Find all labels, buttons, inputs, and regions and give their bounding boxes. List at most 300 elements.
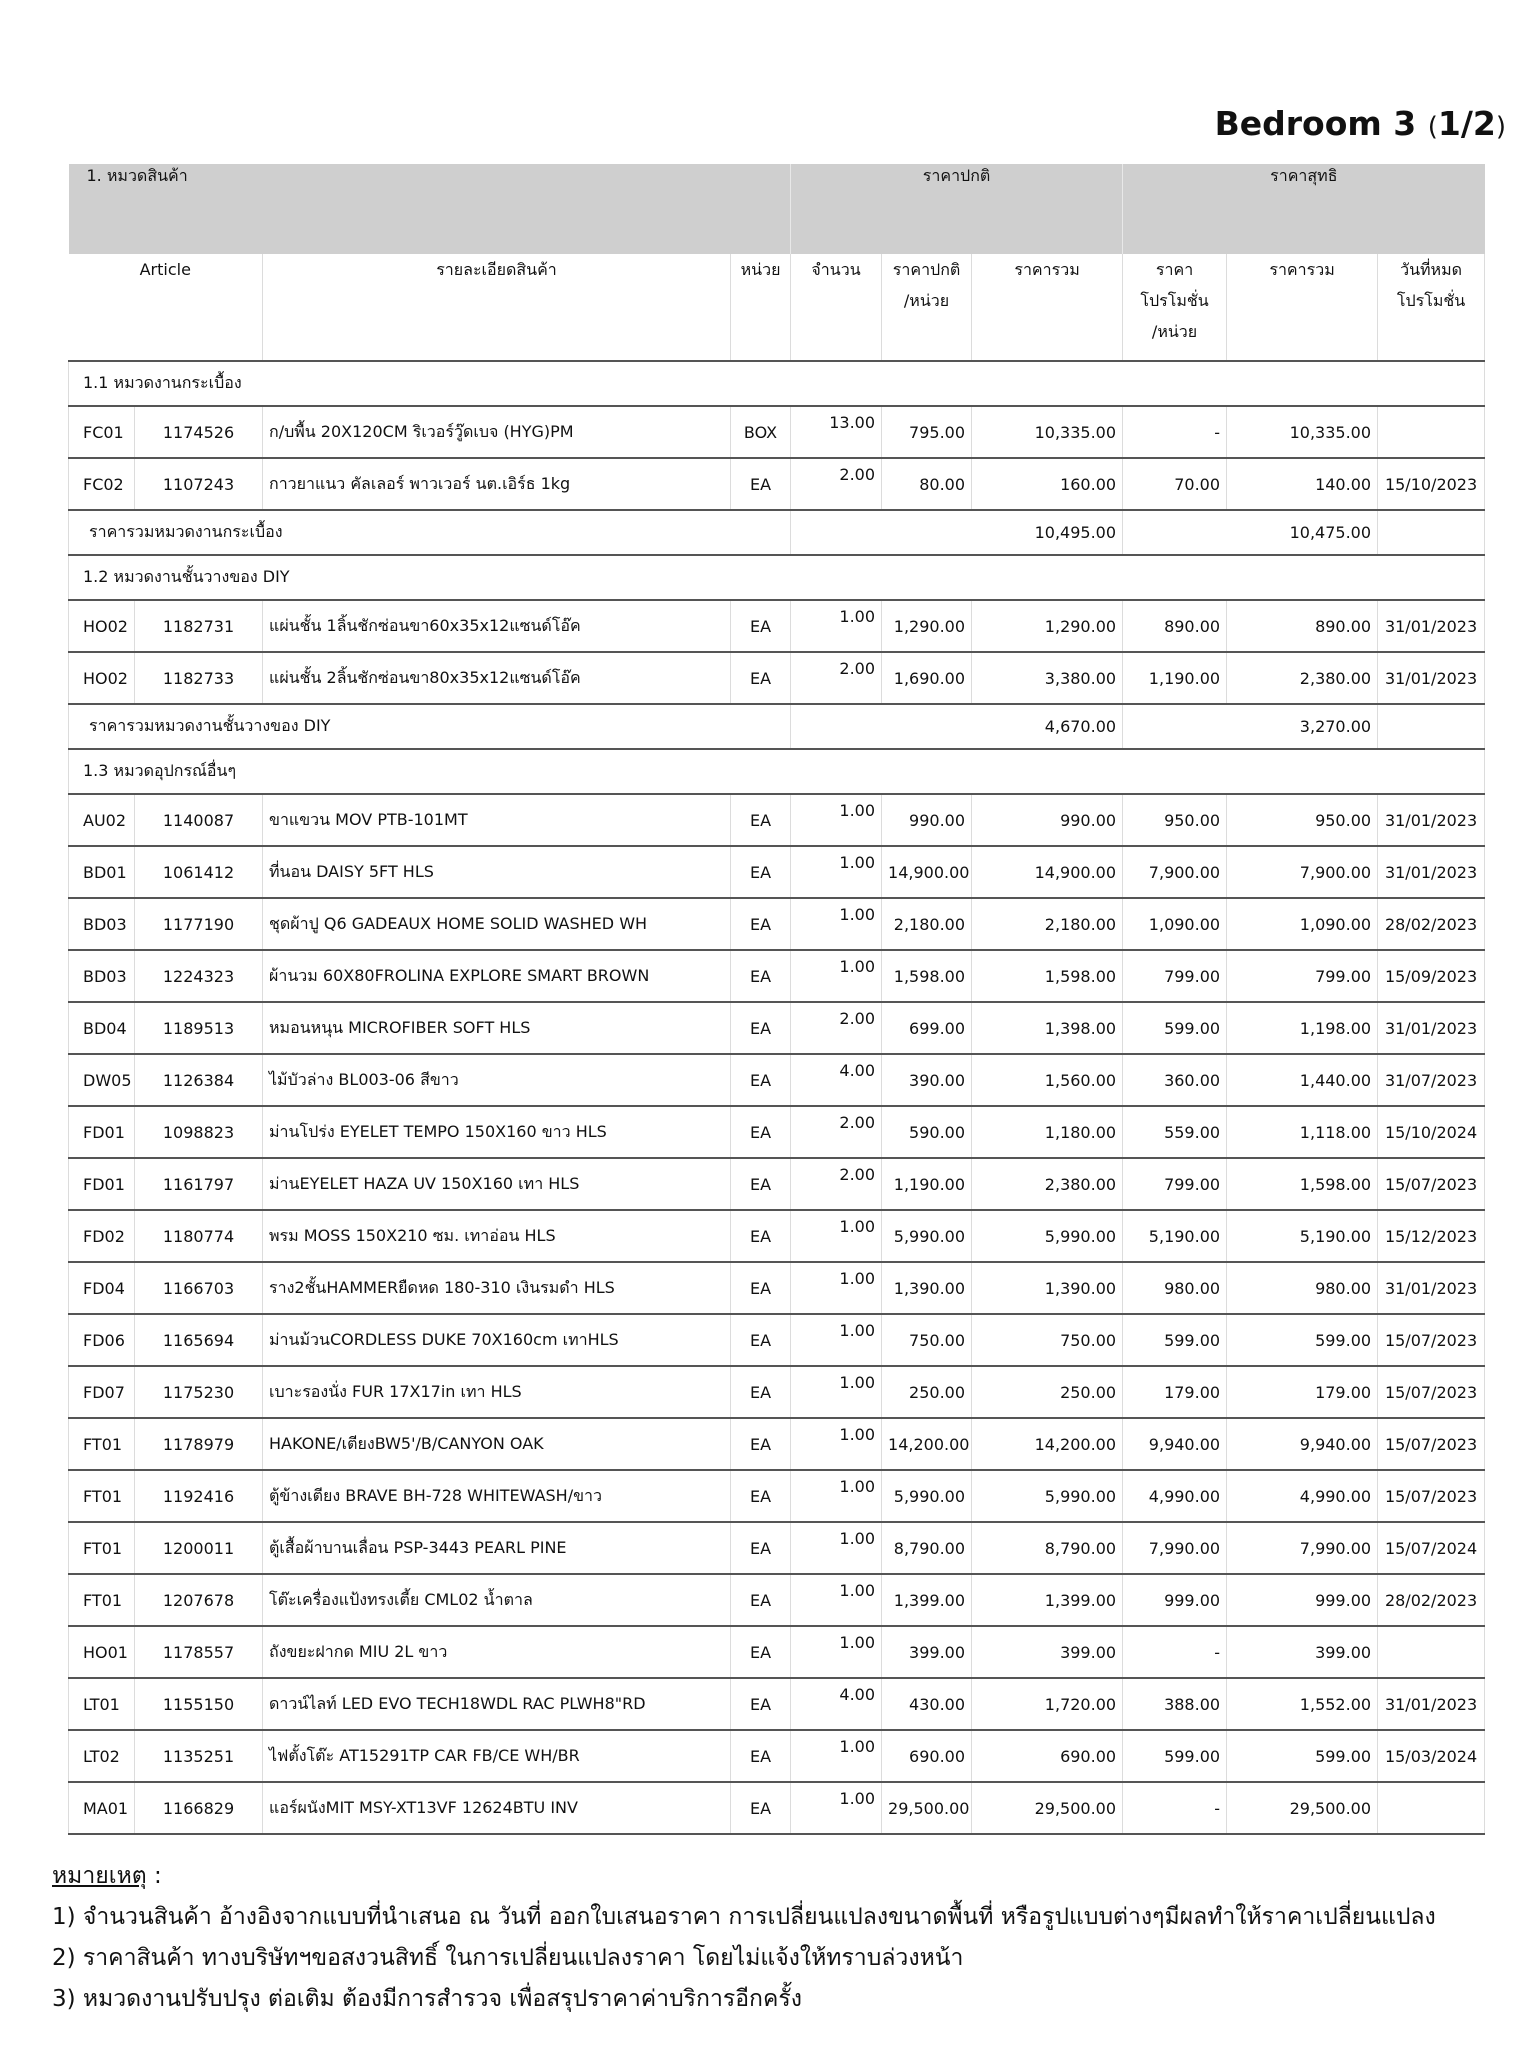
article-number: 1166703 (135, 1262, 263, 1314)
unit: EA (731, 1106, 791, 1158)
remark-item: 2) ราคาสินค้า ทางบริษัทฯขอสงวนสิทธิ์ ในการเปลี่ยนแปลงราคา โดยไม่แจ้งให้ทราบล่วงหน้า (52, 1945, 964, 1971)
unit: EA (731, 1678, 791, 1730)
article-number: 1200011 (135, 1522, 263, 1574)
total-price: 1,598.00 (972, 950, 1123, 1002)
unit-price: 1,190.00 (882, 1158, 972, 1210)
promo-expiry: 15/07/2023 (1378, 1314, 1485, 1366)
product-description: แผ่นชั้น 2ลิ้นชักซ่อนขา80x35x12แซนด์โอ๊ค (263, 652, 731, 704)
promo-price: 4,990.00 (1123, 1470, 1227, 1522)
category-code: LT01 (69, 1678, 135, 1730)
unit: EA (731, 600, 791, 652)
col-quantity: จำนวน (791, 254, 882, 361)
quantity: 1.00 (791, 1782, 882, 1834)
article-number: 1192416 (135, 1470, 263, 1522)
net-total: 890.00 (1227, 600, 1378, 652)
article-number: 1140087 (135, 794, 263, 846)
unit-price: 2,180.00 (882, 898, 972, 950)
unit: EA (731, 1730, 791, 1782)
net-total: 7,900.00 (1227, 846, 1378, 898)
product-description: HAKONE/เตียงBW5'/B/CANYON OAK (263, 1418, 731, 1470)
quantity: 1.00 (791, 898, 882, 950)
promo-expiry (1378, 406, 1485, 458)
col-article: Article (69, 254, 263, 361)
table-row (69, 1106, 1485, 1158)
article-number: 1155150 (135, 1678, 263, 1730)
table-row (69, 458, 1485, 510)
net-total: 29,500.00 (1227, 1782, 1378, 1834)
product-description: ตู้เสื้อผ้าบานเลื่อน PSP-3443 PEARL PINE (263, 1522, 731, 1574)
promo-expiry: 31/01/2023 (1378, 1678, 1485, 1730)
category-code: FD04 (69, 1262, 135, 1314)
total-price: 1,399.00 (972, 1574, 1123, 1626)
total-price: 10,335.00 (972, 406, 1123, 458)
unit: EA (731, 1626, 791, 1678)
unit-price: 5,990.00 (882, 1470, 972, 1522)
quantity: 2.00 (791, 1106, 882, 1158)
product-description: เบาะรองนั่ง FUR 17X17in เทา HLS (263, 1366, 731, 1418)
category-code: DW05 (69, 1054, 135, 1106)
promo-expiry (1378, 1782, 1485, 1834)
unit-price: 29,500.00 (882, 1782, 972, 1834)
article-number: 1224323 (135, 950, 263, 1002)
unit-price: 699.00 (882, 1002, 972, 1054)
total-price: 750.00 (972, 1314, 1123, 1366)
category-code: FT01 (69, 1418, 135, 1470)
unit-price: 14,900.00 (882, 846, 972, 898)
product-description: ม่านEYELET HAZA UV 150X160 เทา HLS (263, 1158, 731, 1210)
section-title: 1.2 หมวดงานชั้นวางของ DIY (69, 555, 1485, 600)
quantity: 1.00 (791, 1522, 882, 1574)
empty-cell (1378, 704, 1485, 749)
article-number: 1178979 (135, 1418, 263, 1470)
category-code: FD02 (69, 1210, 135, 1262)
promo-price: - (1123, 1626, 1227, 1678)
unit-price: 1,399.00 (882, 1574, 972, 1626)
col-total: ราคารวม (972, 254, 1123, 361)
article-number: 1161797 (135, 1158, 263, 1210)
promo-price: 599.00 (1123, 1730, 1227, 1782)
unit: EA (731, 898, 791, 950)
remarks-heading: หมายเหตุ (52, 1863, 147, 1889)
table-row (69, 950, 1485, 1002)
table-row (69, 1678, 1485, 1730)
quotation-table (68, 164, 1485, 1835)
remark-item: 1) จำนวนสินค้า อ้างอิงจากแบบที่นำเสนอ ณ วันที่ ออกใบเสนอราคา การเปลี่ยนแปลงขนาดพื้นที่ หรือรูปแบบต่างๆมีผลทำให้ราคาเปลี่ยนแปลง (52, 1904, 1436, 1930)
total-price: 14,900.00 (972, 846, 1123, 898)
unit: BOX (731, 406, 791, 458)
empty-cell (1378, 510, 1485, 555)
net-total: 7,990.00 (1227, 1522, 1378, 1574)
net-total: 1,118.00 (1227, 1106, 1378, 1158)
table-row (69, 1314, 1485, 1366)
table-row (69, 1366, 1485, 1418)
product-description: ถังขยะฝากด MIU 2L ขาว (263, 1626, 731, 1678)
unit-price: 14,200.00 (882, 1418, 972, 1470)
promo-price: 360.00 (1123, 1054, 1227, 1106)
total-price: 1,398.00 (972, 1002, 1123, 1054)
unit: EA (731, 1782, 791, 1834)
quantity: 2.00 (791, 458, 882, 510)
table-row (69, 1054, 1485, 1106)
article-number: 1177190 (135, 898, 263, 950)
table-row (69, 846, 1485, 898)
table-row (69, 794, 1485, 846)
unit-price: 430.00 (882, 1678, 972, 1730)
product-description: ที่นอน DAISY 5FT HLS (263, 846, 731, 898)
category-code: BD04 (69, 1002, 135, 1054)
unit: EA (731, 950, 791, 1002)
article-number: 1174526 (135, 406, 263, 458)
promo-expiry: 15/10/2023 (1378, 458, 1485, 510)
promo-price: - (1123, 1782, 1227, 1834)
product-description: ราง2ชั้นHAMMERยืดหด 180-310 เงินรมดำ HLS (263, 1262, 731, 1314)
table-row (69, 1522, 1485, 1574)
category-code: FT01 (69, 1470, 135, 1522)
table-row (69, 1210, 1485, 1262)
product-description: ม่านม้วนCORDLESS DUKE 70X160cm เทาHLS (263, 1314, 731, 1366)
promo-expiry: 15/07/2023 (1378, 1470, 1485, 1522)
unit-price: 1,598.00 (882, 950, 972, 1002)
category-code: FD01 (69, 1106, 135, 1158)
unit: EA (731, 846, 791, 898)
category-code: FD06 (69, 1314, 135, 1366)
col-unit: หน่วย (731, 254, 791, 361)
table-column-header (69, 254, 1485, 361)
article-number: 1098823 (135, 1106, 263, 1158)
quantity: 1.00 (791, 1730, 882, 1782)
col-net-total: ราคารวม (1227, 254, 1378, 361)
unit-price: 750.00 (882, 1314, 972, 1366)
total-price: 1,290.00 (972, 600, 1123, 652)
total-price: 3,380.00 (972, 652, 1123, 704)
promo-price: 388.00 (1123, 1678, 1227, 1730)
product-description: หมอนหนุน MICROFIBER SOFT HLS (263, 1002, 731, 1054)
remarks: หมายเหตุ : 1) จำนวนสินค้า อ้างอิงจากแบบที่นำเสนอ ณ วันที่ ออกใบเสนอราคา การเปลี่ยนแปลงขนาดพื้นที่ หรือรูปแบบต่างๆมีผลทำให้ราคาเปลี่ยนแปลง 2) ราคาสินค้า ทางบริษัทฯขอสงวนสิทธิ์ ในการเปลี่ยนแปลงราคา โดยไม่แจ้งให้ทราบล่วงหน้า 3) หมวดงานปรับปรุง ต่อเติม ต้องมีการสำรวจ เพื่อสรุปราคาค่าบริการอีกครั้ง (52, 1856, 1436, 2020)
category-code: BD01 (69, 846, 135, 898)
unit-price: 1,290.00 (882, 600, 972, 652)
promo-expiry: 31/01/2023 (1378, 794, 1485, 846)
net-total: 599.00 (1227, 1314, 1378, 1366)
product-description: ขาแขวน MOV PTB-101MT (263, 794, 731, 846)
article-number: 1182733 (135, 652, 263, 704)
category-code: FC02 (69, 458, 135, 510)
section-title: 1.3 หมวดอุปกรณ์อื่นๆ (69, 749, 1485, 794)
promo-price: 599.00 (1123, 1002, 1227, 1054)
quantity: 1.00 (791, 950, 882, 1002)
net-total: 399.00 (1227, 1626, 1378, 1678)
quantity: 2.00 (791, 1158, 882, 1210)
unit-price: 80.00 (882, 458, 972, 510)
article-number: 1175230 (135, 1366, 263, 1418)
product-description: กาวยาแนว คัลเลอร์ พาวเวอร์ นต.เอิร์ธ 1kg (263, 458, 731, 510)
table-row (69, 1574, 1485, 1626)
section-header (69, 361, 1485, 406)
table-row (69, 1158, 1485, 1210)
promo-expiry: 31/07/2023 (1378, 1054, 1485, 1106)
promo-expiry: 31/01/2023 (1378, 600, 1485, 652)
category-code: BD03 (69, 898, 135, 950)
quantity: 13.00 (791, 406, 882, 458)
quantity: 2.00 (791, 1002, 882, 1054)
product-description: โต๊ะเครื่องแป้งทรงเตี้ย CML02 น้ำตาล (263, 1574, 731, 1626)
promo-price: 999.00 (1123, 1574, 1227, 1626)
unit-price: 1,390.00 (882, 1262, 972, 1314)
promo-price: 980.00 (1123, 1262, 1227, 1314)
table-row (69, 898, 1485, 950)
article-number: 1107243 (135, 458, 263, 510)
quantity: 1.00 (791, 1470, 882, 1522)
net-total: 10,335.00 (1227, 406, 1378, 458)
net-total: 5,190.00 (1227, 1210, 1378, 1262)
table-group-header (69, 164, 1485, 254)
quantity: 1.00 (791, 1262, 882, 1314)
unit: EA (731, 1054, 791, 1106)
unit: EA (731, 652, 791, 704)
promo-price: 890.00 (1123, 600, 1227, 652)
quantity: 1.00 (791, 600, 882, 652)
promo-price: 7,990.00 (1123, 1522, 1227, 1574)
total-price: 5,990.00 (972, 1470, 1123, 1522)
promo-expiry: 15/07/2023 (1378, 1158, 1485, 1210)
table-row (69, 600, 1485, 652)
net-price-group-label: ราคาสุทธิ (1123, 164, 1485, 254)
quantity: 4.00 (791, 1678, 882, 1730)
section-header (69, 555, 1485, 600)
subtotal-normal: 4,670.00 (791, 704, 1123, 749)
promo-price: 179.00 (1123, 1366, 1227, 1418)
net-total: 4,990.00 (1227, 1470, 1378, 1522)
net-total: 599.00 (1227, 1730, 1378, 1782)
table-row (69, 1730, 1485, 1782)
page-title: Bedroom 3 (1/2) (1214, 104, 1506, 143)
table-row (69, 1418, 1485, 1470)
total-price: 1,180.00 (972, 1106, 1123, 1158)
promo-expiry: 31/01/2023 (1378, 1002, 1485, 1054)
section-subtotal-row (69, 704, 1485, 749)
product-description: ก/บพื้น 20X120CM ริเวอร์วู๊ดเบจ (HYG)PM (263, 406, 731, 458)
remark-item: 3) หมวดงานปรับปรุง ต่อเติม ต้องมีการสำรวจ เพื่อสรุปราคาค่าบริการอีกครั้ง (52, 1986, 802, 2012)
total-price: 160.00 (972, 458, 1123, 510)
col-unit-price: ราคาปกติ /หน่วย (882, 254, 972, 361)
promo-price: 9,940.00 (1123, 1418, 1227, 1470)
promo-expiry (1378, 1626, 1485, 1678)
promo-expiry: 15/10/2024 (1378, 1106, 1485, 1158)
promo-price: 599.00 (1123, 1314, 1227, 1366)
product-description: แผ่นชั้น 1ลิ้นชักซ่อนขา60x35x12แซนด์โอ๊ค (263, 600, 731, 652)
total-price: 399.00 (972, 1626, 1123, 1678)
article-number: 1180774 (135, 1210, 263, 1262)
total-price: 2,380.00 (972, 1158, 1123, 1210)
product-description: ตู้ข้างเตียง BRAVE BH-728 WHITEWASH/ขาว (263, 1470, 731, 1522)
table-row (69, 1626, 1485, 1678)
quantity: 1.00 (791, 1626, 882, 1678)
total-price: 1,720.00 (972, 1678, 1123, 1730)
total-price: 8,790.00 (972, 1522, 1123, 1574)
unit-price: 990.00 (882, 794, 972, 846)
unit: EA (731, 1366, 791, 1418)
normal-price-group-label: ราคาปกติ (791, 164, 1123, 254)
unit: EA (731, 1158, 791, 1210)
net-total: 1,090.00 (1227, 898, 1378, 950)
promo-expiry: 15/12/2023 (1378, 1210, 1485, 1262)
table-row (69, 1470, 1485, 1522)
article-number: 1165694 (135, 1314, 263, 1366)
promo-expiry: 15/07/2023 (1378, 1418, 1485, 1470)
total-price: 1,560.00 (972, 1054, 1123, 1106)
subtotal-net: 3,270.00 (1123, 704, 1378, 749)
article-number: 1126384 (135, 1054, 263, 1106)
promo-price: 7,900.00 (1123, 846, 1227, 898)
article-number: 1182731 (135, 600, 263, 652)
quantity: 1.00 (791, 846, 882, 898)
article-number: 1166829 (135, 1782, 263, 1834)
promo-expiry: 31/01/2023 (1378, 1262, 1485, 1314)
product-description: พรม MOSS 150X210 ซม. เทาอ่อน HLS (263, 1210, 731, 1262)
article-number: 1135251 (135, 1730, 263, 1782)
unit: EA (731, 1470, 791, 1522)
article-number: 1207678 (135, 1574, 263, 1626)
product-description: ผ้านวม 60X80FROLINA EXPLORE SMART BROWN (263, 950, 731, 1002)
quantity: 1.00 (791, 1574, 882, 1626)
col-promo-expiry: วันที่หมด โปรโมชั่น (1378, 254, 1485, 361)
total-price: 250.00 (972, 1366, 1123, 1418)
promo-price: 799.00 (1123, 1158, 1227, 1210)
product-description: ม่านโปร่ง EYELET TEMPO 150X160 ขาว HLS (263, 1106, 731, 1158)
unit-price: 399.00 (882, 1626, 972, 1678)
total-price: 2,180.00 (972, 898, 1123, 950)
promo-expiry: 15/07/2024 (1378, 1522, 1485, 1574)
category-code: BD03 (69, 950, 135, 1002)
total-price: 5,990.00 (972, 1210, 1123, 1262)
promo-expiry: 15/07/2023 (1378, 1366, 1485, 1418)
net-total: 980.00 (1227, 1262, 1378, 1314)
net-total: 140.00 (1227, 458, 1378, 510)
category-code: FD01 (69, 1158, 135, 1210)
unit: EA (731, 1522, 791, 1574)
unit-price: 1,690.00 (882, 652, 972, 704)
net-total: 179.00 (1227, 1366, 1378, 1418)
product-description: ไฟตั้งโต๊ะ AT15291TP CAR FB/CE WH/BR (263, 1730, 731, 1782)
category-code: HO02 (69, 652, 135, 704)
product-description: ดาวน์ไลท์ LED EVO TECH18WDL RAC PLWH8"RD (263, 1678, 731, 1730)
table-row (69, 1262, 1485, 1314)
total-price: 990.00 (972, 794, 1123, 846)
article-number: 1189513 (135, 1002, 263, 1054)
subtotal-normal: 10,495.00 (791, 510, 1123, 555)
unit-price: 690.00 (882, 1730, 972, 1782)
promo-expiry: 31/01/2023 (1378, 652, 1485, 704)
category-code: FD07 (69, 1366, 135, 1418)
subtotal-net: 10,475.00 (1123, 510, 1378, 555)
table-row (69, 406, 1485, 458)
total-price: 690.00 (972, 1730, 1123, 1782)
quantity: 2.00 (791, 652, 882, 704)
subtotal-label: ราคารวมหมวดงานชั้นวางของ DIY (69, 704, 791, 749)
net-total: 1,198.00 (1227, 1002, 1378, 1054)
unit-price: 590.00 (882, 1106, 972, 1158)
quantity: 1.00 (791, 1366, 882, 1418)
product-description: ชุดผ้าปู Q6 GADEAUX HOME SOLID WASHED WH (263, 898, 731, 950)
subtotal-label: ราคารวมหมวดงานกระเบื้อง (69, 510, 791, 555)
net-total: 1,440.00 (1227, 1054, 1378, 1106)
promo-price: 70.00 (1123, 458, 1227, 510)
category-code: MA01 (69, 1782, 135, 1834)
unit: EA (731, 1262, 791, 1314)
category-code: HO01 (69, 1626, 135, 1678)
section-header (69, 749, 1485, 794)
category-code: FC01 (69, 406, 135, 458)
total-price: 29,500.00 (972, 1782, 1123, 1834)
unit: EA (731, 1574, 791, 1626)
category-code: FT01 (69, 1574, 135, 1626)
net-total: 1,598.00 (1227, 1158, 1378, 1210)
net-total: 950.00 (1227, 794, 1378, 846)
unit-price: 5,990.00 (882, 1210, 972, 1262)
category-code: HO02 (69, 600, 135, 652)
unit-price: 390.00 (882, 1054, 972, 1106)
category-code: FT01 (69, 1522, 135, 1574)
promo-expiry: 15/09/2023 (1378, 950, 1485, 1002)
promo-price: 799.00 (1123, 950, 1227, 1002)
promo-price: 950.00 (1123, 794, 1227, 846)
promo-price: 1,090.00 (1123, 898, 1227, 950)
table-row (69, 1782, 1485, 1834)
promo-price: - (1123, 406, 1227, 458)
category-code: AU02 (69, 794, 135, 846)
promo-expiry: 15/03/2024 (1378, 1730, 1485, 1782)
unit-price: 8,790.00 (882, 1522, 972, 1574)
quantity: 4.00 (791, 1054, 882, 1106)
promo-price: 5,190.00 (1123, 1210, 1227, 1262)
table-row (69, 652, 1485, 704)
section-subtotal-row (69, 510, 1485, 555)
promo-expiry: 31/01/2023 (1378, 846, 1485, 898)
unit-price: 795.00 (882, 406, 972, 458)
quantity: 1.00 (791, 1314, 882, 1366)
promo-expiry: 28/02/2023 (1378, 898, 1485, 950)
product-description: แอร์ผนังMIT MSY-XT13VF 12624BTU INV (263, 1782, 731, 1834)
promo-price: 1,190.00 (1123, 652, 1227, 704)
category-group-label: 1. หมวดสินค้า (69, 164, 791, 254)
unit: EA (731, 1210, 791, 1262)
category-code: LT02 (69, 1730, 135, 1782)
table-row (69, 1002, 1485, 1054)
col-promo-price: ราคา โปรโมชั่น /หน่วย (1123, 254, 1227, 361)
quantity: 1.00 (791, 1210, 882, 1262)
net-total: 2,380.00 (1227, 652, 1378, 704)
promo-price: 559.00 (1123, 1106, 1227, 1158)
net-total: 1,552.00 (1227, 1678, 1378, 1730)
unit: EA (731, 1002, 791, 1054)
quantity: 1.00 (791, 1418, 882, 1470)
unit: EA (731, 1314, 791, 1366)
net-total: 799.00 (1227, 950, 1378, 1002)
col-description: รายละเอียดสินค้า (263, 254, 731, 361)
net-total: 9,940.00 (1227, 1418, 1378, 1470)
article-number: 1061412 (135, 846, 263, 898)
product-description: ไม้บัวล่าง BL003-06 สีขาว (263, 1054, 731, 1106)
total-price: 1,390.00 (972, 1262, 1123, 1314)
quantity: 1.00 (791, 794, 882, 846)
article-number: 1178557 (135, 1626, 263, 1678)
unit-price: 250.00 (882, 1366, 972, 1418)
section-title: 1.1 หมวดงานกระเบื้อง (69, 361, 1485, 406)
promo-expiry: 28/02/2023 (1378, 1574, 1485, 1626)
net-total: 999.00 (1227, 1574, 1378, 1626)
total-price: 14,200.00 (972, 1418, 1123, 1470)
unit: EA (731, 794, 791, 846)
unit: EA (731, 458, 791, 510)
